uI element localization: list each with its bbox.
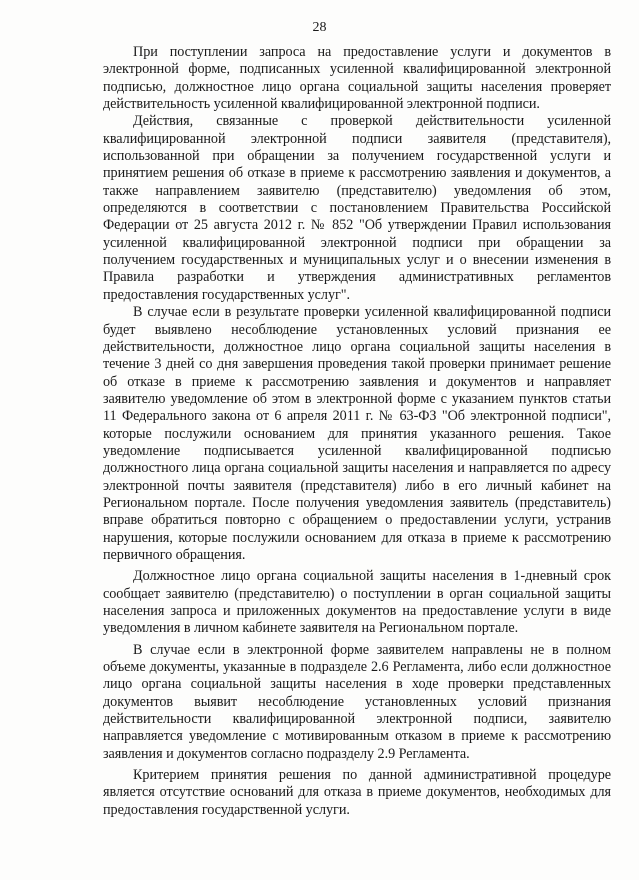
paragraph-5: В случае если в электронной форме заявителем направлены не в полном объеме документы, указанные в подразделе 2.6 Регламента, либо если должностное лицо органа социальной защиты населения в ходе проверки представленных документов выявит несоблюдение установленных условий признания действительности квалифицированной электронной подписи, заявителю направляется уведомление с мотивированным отказом в приеме к рассмотрению заявления и документов согласно подразделу 2.9 Регламента. bbox=[103, 641, 611, 762]
page-number: 28 bbox=[312, 20, 327, 35]
paragraph-2: Действия, связанные с проверкой действительности усиленной квалифицированной электронной подписи заявителя (представителя), использованной при обращении за получением государственной услуги и принятием решения об отказе в приеме к рассмотрению заявления и документов, а также направлением заявителю (представителю) уведомления об этом, определяются в соответствии с постановлением Правительства Российской Федерации от 25 августа 2012 г. № 852 "Об утверждении Правил использования усиленной квалифицированной электронной подписи при обращении за получением государственных и муниципальных услуг и о внесении изменения в Правила разработки и утверждения административных регламентов предоставления государственных услуг". bbox=[103, 113, 611, 303]
document-body bbox=[103, 44, 611, 819]
paragraph-3: В случае если в результате проверки усиленной квалифицированной подписи будет выявлено несоблюдение установленных условий признания ее действительности, должностное лицо органа социальной защиты населения в течение 3 дней со дня завершения проведения такой проверки принимает решение об отказе в приеме к рассмотрению заявления и документов и направляет заявителю уведомление об этом в электронной форме с указанием пунктов статьи 11 Федерального закона от 6 апреля 2011 г. № 63-ФЗ "Об электронной подписи", которые послужили основанием для принятия указанного решения. Такое уведомление подписывается усиленной квалифицированной подписью должностного лица органа социальной защиты населения и направляется по адресу электронной почты заявителя (представителя) либо в его личный кабинет на Региональном портале. После получения уведомления заявитель (представитель) вправе обратиться повторно с обращением о предоставлении услуги, устранив нарушения, которые послужили основанием для отказа в приеме к рассмотрению первичного обращения. bbox=[103, 304, 611, 563]
paragraph-1: При поступлении запроса на предоставление услуги и документов в электронной форме, подписанных усиленной квалифицированной электронной подписью, должностное лицо органа социальной защиты населения проверяет действительность усиленной квалифицированной электронной подписи. bbox=[103, 44, 611, 113]
paragraph-6: Критерием принятия решения по данной административной процедуре является отсутствие оснований для отказа в приеме документов, необходимых для предоставления государственной услуги. bbox=[103, 767, 611, 818]
paragraph-4: Должностное лицо органа социальной защиты населения в 1-дневный срок сообщает заявителю (представителю) о поступлении в орган социальной защиты населения запроса и приложенных документов на предоставление услуги в виде уведомления в личном кабинете заявителя на Региональном портале. bbox=[103, 568, 611, 637]
